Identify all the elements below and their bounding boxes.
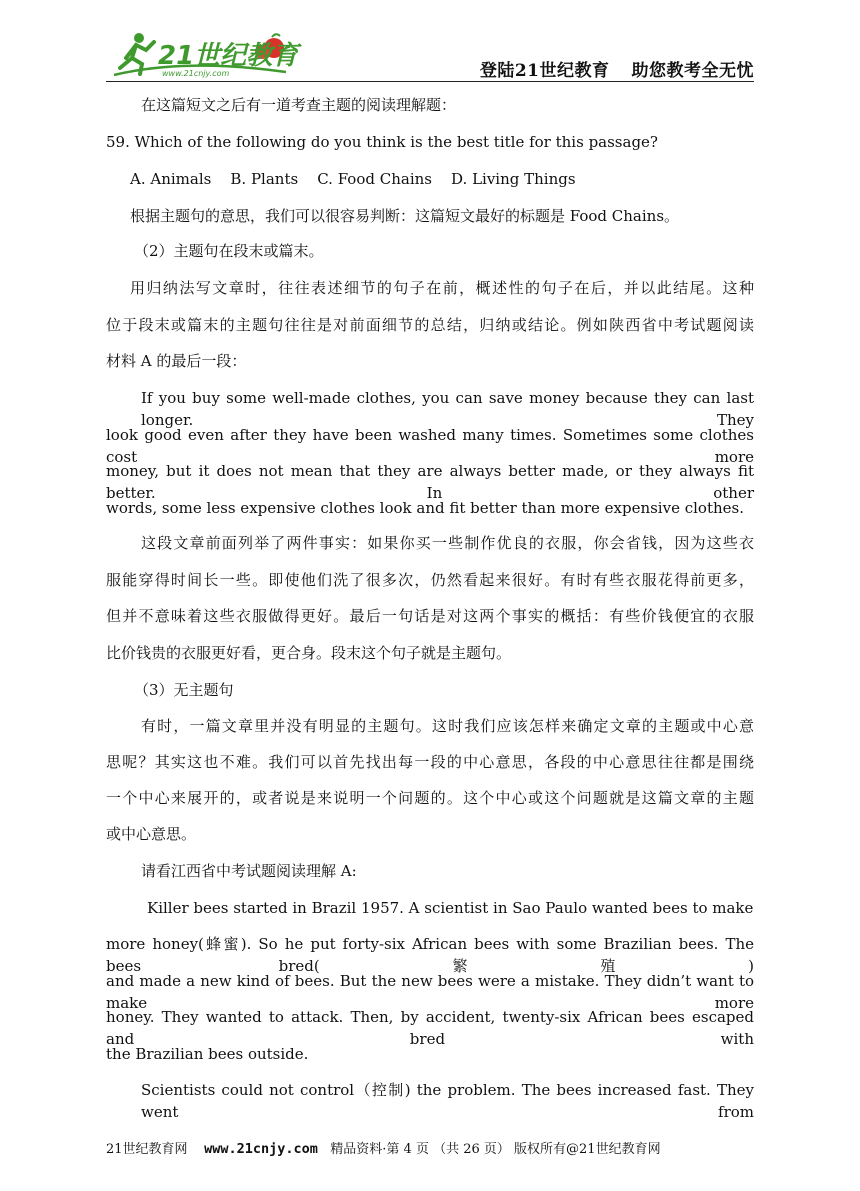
english-line: words, some less expensive clothes look and fit better than more expensive clothes. <box>106 499 744 517</box>
english-line: more honey(蜂蜜). So he put forty-six African bees with some Brazilian bees. The bees bred(繁殖) <box>106 935 754 975</box>
text-line: 有时，一篇文章里并没有明显的主题句。这时我们应该怎样来确定文章的主题或中心意 <box>141 717 754 735</box>
logo-21: 21世纪教育 <box>158 41 299 71</box>
header-rule <box>106 81 754 82</box>
text-line: 服能穿得时间长一些。即使他们洗了很多次，仍然看起来很好。有时有些衣服花得前更多， <box>106 571 754 589</box>
logo-url: www.21cnjy.com <box>162 69 230 78</box>
text-line: 或中心意思。 <box>106 825 197 843</box>
header-slogan <box>480 56 754 81</box>
text-line: 这段文章前面列举了两件事实：如果你买一些制作优良的衣服，你会省钱，因为这些衣 <box>141 534 754 552</box>
english-line: If you buy some well-made clothes, you can save money because they can last longer. They <box>141 389 754 429</box>
page-header <box>106 28 754 80</box>
text-line: 材料 A 的最后一段： <box>106 352 247 370</box>
english-line: Killer bees started in Brazil 1957. A scientist in Sao Paulo wanted bees to make <box>147 899 754 917</box>
english-line: and made a new kind of bees. But the new bees were a mistake. They didn’t want to make more <box>106 972 754 1012</box>
english-line: honey. They wanted to attack. Then, by accident, twenty-six African bees escaped and bred with <box>106 1008 754 1048</box>
english-line: Scientists could not control（控制) the problem. The bees increased fast. They went from <box>141 1081 754 1121</box>
slogan-right: 助您教考全无忧 <box>631 61 754 81</box>
text-line: 一个中心来展开的，或者说是来说明一个问题的。这个中心或这个问题就是这篇文章的主题 <box>106 789 754 807</box>
section-heading: （2）主题句在段末或篇末。 <box>134 242 324 260</box>
footer-site: 21世纪教育网 <box>106 1142 188 1157</box>
question-line: 59. Which of the following do you think is the best title for this passage? <box>106 133 658 151</box>
text-line: 根据主题句的意思，我们可以很容易判断：这篇短文最好的标题是 Food Chains。 <box>130 207 680 225</box>
answer-options: A. Animals B. Plants C. Food Chains D. Living Things <box>130 170 576 188</box>
section-heading: （3）无主题句 <box>134 681 234 699</box>
english-line: the Brazilian bees outside. <box>106 1045 309 1063</box>
english-line: look good even after they have been washed many times. Sometimes some clothes cost more <box>106 426 754 466</box>
site-logo <box>106 28 316 80</box>
text-line: 请看江西省中考试题阅读理解 A: <box>141 862 357 880</box>
text-line: 位于段末或篇末的主题句往往是对前面细节的总结，归纳或结论。例如陕西省中考试题阅读 <box>106 316 754 334</box>
footer-page-info: 精品资料·第 4 页 （共 26 页） 版权所有@21世纪教育网 <box>330 1142 661 1157</box>
text-line: 但并不意味着这些衣服做得更好。最后一句话是对这两个事实的概括：有些价钱便宜的衣服 <box>106 607 754 625</box>
footer-url[interactable]: www.21cnjy.com <box>204 1141 318 1157</box>
slogan-left: 登陆21世纪教育 <box>479 61 610 81</box>
english-line: money, but it does not mean that they are always better made, or they always fit better. In other <box>106 462 754 502</box>
text-line: 在这篇短文之后有一道考查主题的阅读理解题： <box>141 96 457 114</box>
text-line: 用归纳法写文章时，往往表述细节的句子在前，概述性的句子在后，并以此结尾。这种 <box>130 279 754 297</box>
text-line: 思呢？其实这也不难。我们可以首先找出每一段的中心意思，各段的中心意思往往都是围绕 <box>106 753 754 771</box>
page-footer <box>106 1138 661 1157</box>
text-line: 比价钱贵的衣服更好看，更合身。段末这个句子就是主题句。 <box>106 644 512 662</box>
